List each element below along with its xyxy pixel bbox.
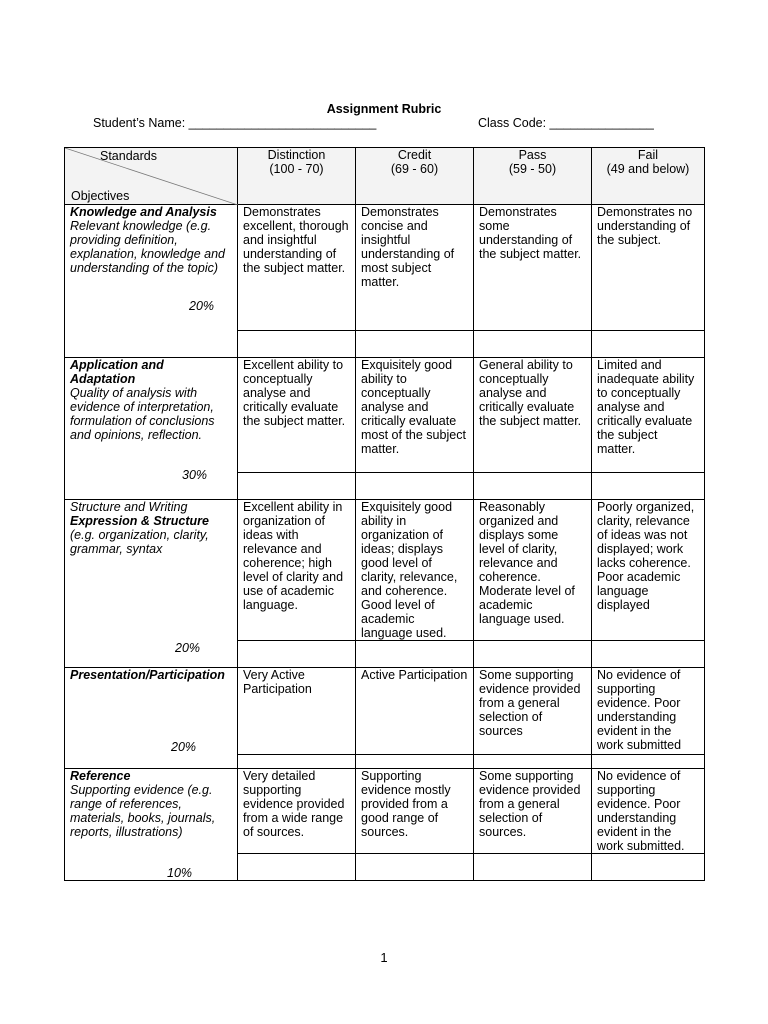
column-range: (69 - 60) (390, 162, 439, 176)
empty-cell (592, 755, 705, 769)
rubric-row-reference (65, 769, 705, 854)
objective-description: Supporting evidence (e.g. range of references, materials, books, journals, reports, illustrations) (70, 783, 216, 839)
column-range: (100 - 70) (269, 162, 324, 176)
empty-cell (356, 755, 474, 769)
empty-cell (474, 331, 592, 358)
objectives-label: Objectives (71, 189, 130, 203)
column-name: Credit (397, 148, 432, 162)
criteria-cell-fail: No evidence of supporting evidence. Poor understanding evident in the work submitted (592, 668, 705, 755)
empty-cell (474, 641, 592, 668)
objective-weight: 20% (175, 641, 201, 655)
objective-weight: 10% (167, 866, 193, 880)
objective-weight: 20% (171, 740, 197, 754)
objective-cell (65, 500, 238, 668)
objective-description: (e.g. organization, clarity, grammar, syntax (70, 528, 209, 556)
criteria-cell-pass: General ability to conceptually analyse and critically evaluate the subject matter. (474, 358, 592, 473)
standards-label: Standards (100, 149, 157, 163)
criteria-cell-distinction: Excellent ability in organization of ideas with relevance and coherence; high level of clarity and use of academic language. (238, 500, 356, 641)
column-header-distinction (238, 148, 356, 205)
student-name-field: Student’s Name: ___________________________ (93, 116, 377, 130)
empty-cell (238, 473, 356, 500)
rubric-row-knowledge (65, 205, 705, 331)
criteria-cell-pass: Some supporting evidence provided from a general selection of sources. (474, 769, 592, 854)
column-name: Fail (637, 148, 659, 162)
column-header-credit (356, 148, 474, 205)
rubric-row-structure (65, 500, 705, 641)
objective-pretitle: Structure and Writing (70, 500, 188, 514)
objective-weight: 20% (189, 299, 215, 313)
criteria-cell-fail: Poorly organized, clarity, relevance of ideas was not displayed; work lacks coherence. Poor academic language displayed (592, 500, 705, 641)
objective-cell (65, 769, 238, 881)
objective-title: Reference (70, 769, 131, 783)
criteria-cell-pass: Some supporting evidence provided from a general selection of sources (474, 668, 592, 755)
criteria-cell-credit: Exquisitely good ability to conceptually analyse and critically evaluate most of the subject matter. (356, 358, 474, 473)
column-range: (49 and below) (606, 162, 690, 176)
page-number: 1 (380, 950, 388, 965)
objective-description: Quality of analysis with evidence of interpretation, formulation of conclusions and opinions, reflection. (70, 386, 215, 442)
criteria-cell-credit: Exquisitely good ability in organization of ideas; displays good level of clarity, relevance, and coherence. Good level of academic language used. (356, 500, 474, 641)
header-row (65, 148, 705, 205)
document-title: Assignment Rubric (326, 102, 442, 116)
objective-title: Application and Adaptation (70, 358, 164, 386)
criteria-cell-credit: Supporting evidence mostly provided from a good range of sources. (356, 769, 474, 854)
criteria-cell-fail: No evidence of supporting evidence. Poor understanding evident in the work submitted. (592, 769, 705, 854)
empty-cell (356, 473, 474, 500)
column-header-pass (474, 148, 592, 205)
objective-cell (65, 668, 238, 769)
empty-cell (592, 854, 705, 881)
empty-cell (592, 641, 705, 668)
criteria-cell-pass: Demonstrates some understanding of the subject matter. (474, 205, 592, 331)
objective-title: Expression & Structure (70, 514, 209, 528)
empty-cell (474, 755, 592, 769)
criteria-cell-fail: Demonstrates no understanding of the subject. (592, 205, 705, 331)
objective-title: Knowledge and Analysis (70, 205, 217, 219)
criteria-cell-fail: Limited and inadequate ability to conceptually analyse and critically evaluate the subject matter. (592, 358, 705, 473)
column-name: Pass (518, 148, 547, 162)
column-range: (59 - 50) (508, 162, 557, 176)
rubric-table (64, 147, 705, 881)
empty-cell (356, 641, 474, 668)
objective-cell (65, 205, 238, 358)
column-name: Distinction (267, 148, 326, 162)
objective-description: Relevant knowledge (e.g. providing definition, explanation, knowledge and understanding of the topic) (70, 219, 225, 275)
empty-cell (238, 641, 356, 668)
criteria-cell-credit: Active Participation (356, 668, 474, 755)
empty-cell (356, 331, 474, 358)
criteria-cell-distinction: Very detailed supporting evidence provided from a wide range of sources. (238, 769, 356, 854)
empty-cell (238, 854, 356, 881)
criteria-cell-distinction: Demonstrates excellent, thorough and insightful understanding of the subject matter. (238, 205, 356, 331)
corner-header (65, 148, 238, 205)
objective-cell (65, 358, 238, 500)
rubric-row-application (65, 358, 705, 473)
empty-cell (474, 473, 592, 500)
criteria-cell-distinction: Very Active Participation (238, 668, 356, 755)
empty-cell (238, 331, 356, 358)
empty-cell (474, 854, 592, 881)
column-header-fail (592, 148, 705, 205)
empty-cell (238, 755, 356, 769)
class-code-field: Class Code: _______________ (478, 116, 654, 130)
criteria-cell-pass: Reasonably organized and displays some level of clarity, relevance and coherence. Moderate level of academic language used. (474, 500, 592, 641)
objective-title: Presentation/Participation (70, 668, 225, 682)
empty-cell (356, 854, 474, 881)
criteria-cell-distinction: Excellent ability to conceptually analyse and critically evaluate the subject matter. (238, 358, 356, 473)
criteria-cell-credit: Demonstrates concise and insightful understanding of most subject matter. (356, 205, 474, 331)
rubric-row-presentation (65, 668, 705, 755)
empty-cell (592, 331, 705, 358)
empty-cell (592, 473, 705, 500)
objective-weight: 30% (182, 468, 208, 482)
